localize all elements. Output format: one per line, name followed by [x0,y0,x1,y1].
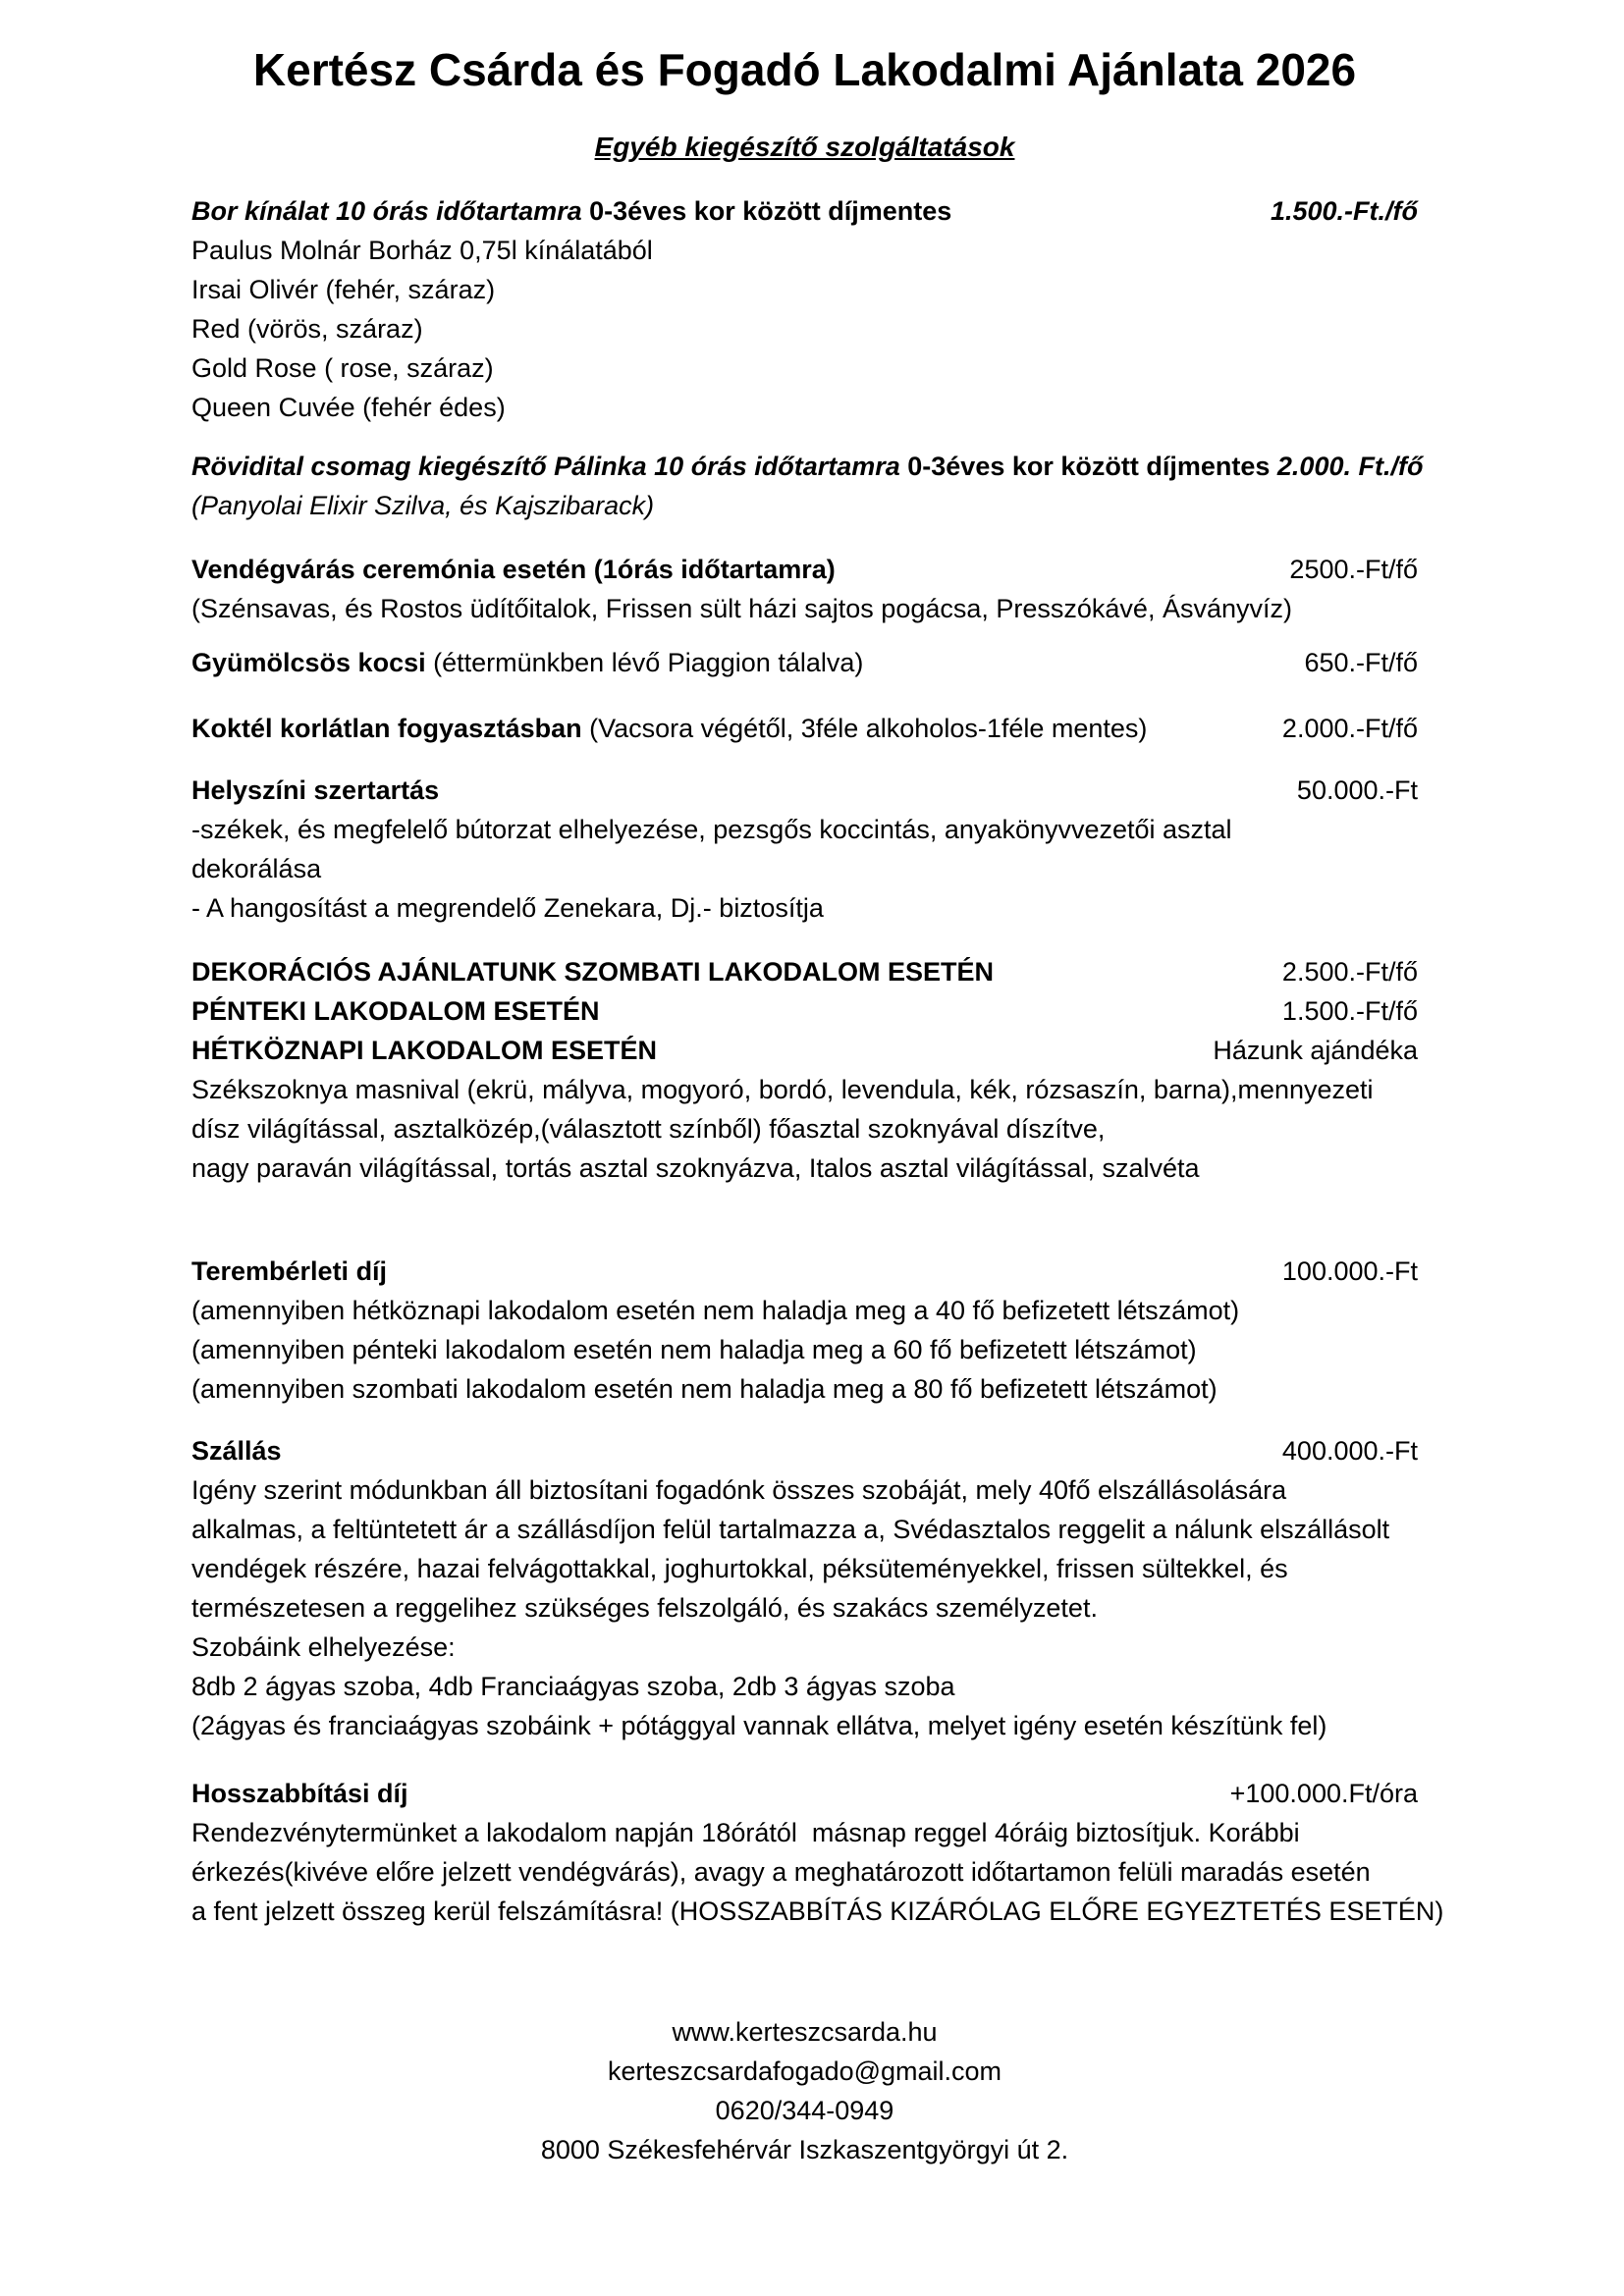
accommodation-detail-line: 8db 2 ágyas szoba, 4db Franciaágyas szoba, 2db 3 ágyas szoba [191,1672,955,1701]
accommodation-detail-line: Igény szerint módunkban áll biztosítani fogadónk összes szobáját, mely 40fő elszállásolására [191,1475,1287,1505]
wine-package-title: Bor kínálat 10 órás időtartamra [191,196,582,226]
address-text: 8000 Székesfehérvár Iszkaszentgyörgyi út 2. [540,2135,1069,2164]
wine-package-price: 1.500.-Ft./fő [1270,196,1418,226]
accommodation-detail-line: (2ágyas és franciaágyas szobáink + pótággyal vannak ellátva, melyet igény esetén készítünk fel) [191,1711,1327,1740]
wine-list-item: Paulus Molnár Borház 0,75l kínálatából [191,236,653,265]
decoration-weekday-row [191,1031,1418,1070]
fruit-cart-price: 650.-Ft/fő [1304,648,1418,677]
welcome-ceremony-title: Vendégvárás ceremónia esetén (1órás időtartamra) [191,555,836,584]
accommodation-price: 400.000.-Ft [1281,1436,1418,1466]
decoration-friday-label: PÉNTEKI LAKODALOM ESETÉN [191,996,600,1026]
room-fee-condition-line: (amennyiben hétköznapi lakodalom esetén nem haladja meg a 40 fő befizetett létszámot) [191,1296,1240,1325]
extension-fee-price: +100.000.Ft/óra [1229,1779,1418,1808]
decoration-detail-line: dísz világítással, asztalközép,(választott színből) főasztal szoknyával díszítve, [191,1114,1106,1144]
room-rental-price: 100.000.-Ft [1281,1256,1418,1286]
spirits-package-title: Rövidital csomag kiegészítő Pálinka 10 órás időtartamra [191,452,900,481]
accommodation-detail-line: vendégek részére, hazai felvágottakkal, joghurtokkal, péksüteményekkel, frissen sültekkel, és [191,1554,1288,1583]
cocktail-detail: (Vacsora végétől, 3féle alkoholos-1féle mentes) [581,714,1148,743]
cocktail-row [191,709,1418,748]
room-fee-condition-line: (amennyiben szombati lakodalom esetén nem haladja meg a 80 fő befizetett létszámot) [191,1374,1218,1404]
onsite-ceremony-row [191,771,1418,810]
wine-list-item: Queen Cuvée (fehér édes) [191,393,506,422]
spirits-package-condition: 0-3éves kor között díjmentes [899,452,1277,481]
fruit-cart-heading [191,643,863,682]
section-subtitle: Egyéb kiegészítő szolgáltatások [594,132,1015,162]
extension-detail-line: érkezés(kivéve előre jelzett vendégvárás), avagy a meghatározott időtartamon felüli maradás esetén [191,1857,1371,1887]
accommodation-detail-line: alkalmas, a feltüntetett ár a szállásdíjon felül tartalmazza a, Svédasztalos reggelit a nálunk elszállásolt [191,1515,1390,1544]
welcome-ceremony-note: (Szénsavas, és Rostos üdítőitalok, Frissen sült házi sajtos pogácsa, Presszókávé, Ásványvíz) [191,594,1292,623]
onsite-ceremony-price: 50.000.-Ft [1296,775,1418,805]
decoration-detail-line: Székszoknya masnival (ekrü, mályva, mogyoró, bordó, levendula, kék, rózsaszín, barna),mennyezeti [191,1075,1374,1104]
contact-block [191,2012,1418,2169]
wine-package-heading [191,191,951,231]
welcome-ceremony-row [191,550,1418,589]
spirits-package-price: 2.000. Ft./fő [1276,452,1424,481]
wine-list-item: Gold Rose ( rose, száraz) [191,353,494,383]
email-text: kerteszcsardafogado@gmail.com [607,2056,1002,2086]
onsite-ceremony-title: Helyszíni szertartás [191,775,440,805]
decoration-weekday-label: HÉTKÖZNAPI LAKODALOM ESETÉN [191,1036,658,1065]
decoration-friday-price: 1.500.-Ft/fő [1281,996,1418,1026]
ceremony-detail-line: dekorálása [191,854,322,883]
extension-detail-line: Rendezvénytermünket a lakodalom napján 18órától másnap reggel 4óráig biztosítjuk. Korábbi [191,1818,1300,1847]
cocktail-title: Koktél korlátlan fogyasztásban [191,714,582,743]
decoration-saturday-label: DEKORÁCIÓS AJÁNLATUNK SZOMBATI LAKODALOM ESETÉN [191,957,994,987]
extension-fee-title: Hosszabbítási díj [191,1779,408,1808]
decoration-weekday-price: Házunk ajándéka [1213,1036,1418,1065]
wine-list-item: Red (vörös, száraz) [191,314,423,344]
spirits-package-note: (Panyolai Elixir Szilva, és Kajszibarack) [191,491,655,520]
decoration-saturday-price: 2.500.-Ft/fő [1281,957,1418,987]
wine-package-condition: 0-3éves kor között díjmentes [581,196,952,226]
accommodation-detail-line: természetesen a reggelihez szükséges felszolgáló, és szakács személyzetet. [191,1593,1098,1623]
fruit-cart-row [191,643,1418,682]
cocktail-heading [191,709,1147,748]
phone-text: 0620/344-0949 [715,2096,894,2125]
ceremony-detail-line: - A hangosítást a megrendelő Zenekara, Dj.- biztosítja [191,893,824,923]
extension-detail-line: a fent jelzett összeg kerül felszámításra! (HOSSZABBÍTÁS KIZÁRÓLAG ELŐRE EGYEZTETÉS ESETÉN) [191,1896,1444,1926]
accommodation-title: Szállás [191,1436,282,1466]
page-title: Kertész Csárda és Fogadó Lakodalmi Ajánlata 2026 [252,44,1357,95]
accommodation-row [191,1431,1418,1470]
welcome-ceremony-price: 2500.-Ft/fő [1289,555,1418,584]
decoration-friday-row [191,991,1418,1031]
decoration-detail-line: nagy paraván világítással, tortás asztal szoknyázva, Italos asztal világítással, szalvéta [191,1153,1200,1183]
room-rental-row [191,1252,1418,1291]
website-text: www.kerteszcsarda.hu [672,2017,938,2047]
ceremony-detail-line: -székek, és megfelelő bútorzat elhelyezése, pezsgős koccintás, anyakönyvvezetői asztal [191,815,1232,844]
fruit-cart-detail: (éttermünkben lévő Piaggion tálalva) [425,648,864,677]
extension-fee-row [191,1774,1418,1813]
room-rental-title: Terembérleti díj [191,1256,388,1286]
spirits-package-row [191,447,1424,486]
fruit-cart-title: Gyümölcsös kocsi [191,648,426,677]
wine-package-row [191,191,1418,231]
wine-list-item: Irsai Olivér (fehér, száraz) [191,275,496,304]
room-fee-condition-line: (amennyiben pénteki lakodalom esetén nem haladja meg a 60 fő befizetett létszámot) [191,1335,1197,1364]
decoration-saturday-row [191,952,1418,991]
accommodation-detail-line: Szobáink elhelyezése: [191,1632,456,1662]
cocktail-price: 2.000.-Ft/fő [1281,714,1418,743]
